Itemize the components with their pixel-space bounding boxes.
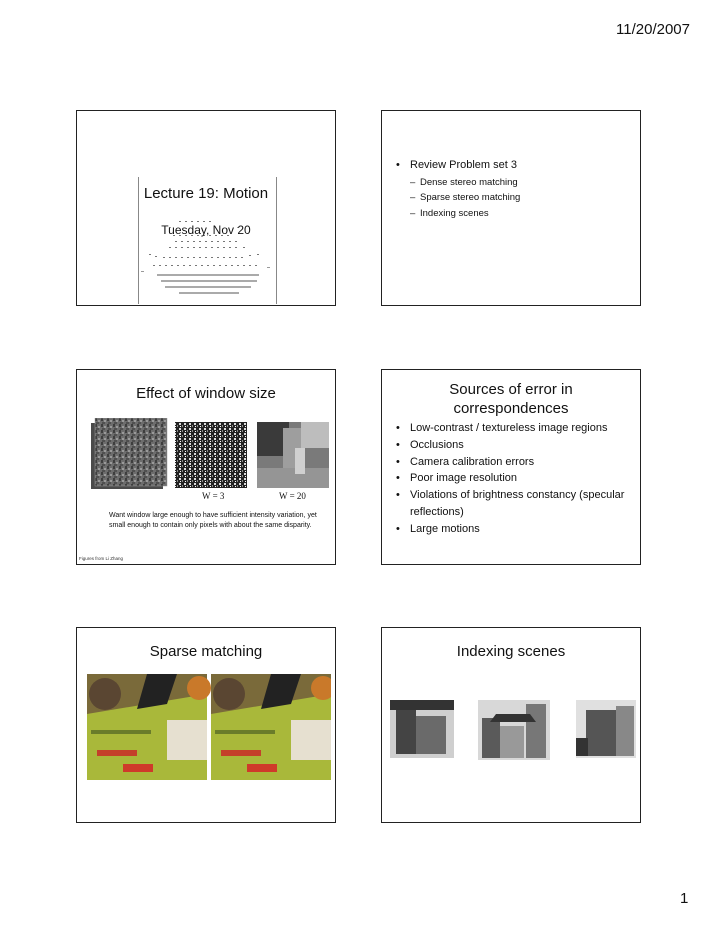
left-stereo-image <box>87 674 211 780</box>
agenda-sublist <box>410 175 632 222</box>
slide-sparse-matching <box>76 627 336 823</box>
page-number: 1 <box>680 890 689 907</box>
slide-agenda <box>381 110 641 306</box>
agenda-list <box>396 157 632 221</box>
disparity-w3-image <box>175 422 247 488</box>
figure-credit: Figures from Li Zhang <box>79 556 124 561</box>
slide-title-line1: Sources of error in <box>449 381 573 398</box>
slide-sources-of-error <box>381 369 641 565</box>
caption-w3: W = 3 <box>202 491 225 501</box>
slide-window-size <box>76 369 336 565</box>
right-stereo-image <box>211 674 331 780</box>
window-size-note: Want window large enough to have sufficient intensity variation, yet small enough to contain only pixels with about the same disparity. <box>109 512 317 529</box>
agenda-subitem: – Dense stereo matching <box>410 175 632 191</box>
original-image <box>95 418 167 486</box>
list-item: • Poor image resolution <box>396 470 636 487</box>
indexing-scenes-photos <box>390 698 636 762</box>
slide-lecture-title <box>76 110 336 306</box>
list-item: • Large motions <box>396 521 636 538</box>
scene-photo-middle <box>478 700 550 760</box>
list-item: • Violations of brightness constancy (specular reflections) <box>396 487 636 521</box>
agenda-item <box>396 157 632 221</box>
window-size-images <box>89 418 329 496</box>
list-item: • Occlusions <box>396 437 636 454</box>
lecture-title: Lecture 19: Motion <box>143 185 269 202</box>
slide-title: Indexing scenes <box>456 643 566 660</box>
agenda-item-label: Review Problem set 3 <box>410 159 517 171</box>
slide-title-line2: correspondences <box>453 400 569 417</box>
list-item: • Camera calibration errors <box>396 454 636 471</box>
scene-photo-right <box>576 700 636 758</box>
error-sources-list <box>396 420 636 538</box>
agenda-subitem: – Indexing scenes <box>410 206 632 222</box>
slide-title: Sparse matching <box>149 643 263 660</box>
lecture-date: Tuesday, Nov 20 <box>161 223 251 237</box>
disparity-w20-image <box>257 422 329 488</box>
sparse-matching-photos <box>87 674 331 780</box>
slide-title <box>382 380 640 418</box>
caption-w20: W = 20 <box>279 491 306 501</box>
agenda-subitem: – Sparse stereo matching <box>410 190 632 206</box>
page-date: 11/20/2007 <box>616 21 690 38</box>
slide-indexing-scenes <box>381 627 641 823</box>
scene-photo-left <box>390 700 454 758</box>
slide-title: Effect of window size <box>136 385 276 402</box>
list-item: • Low-contrast / textureless image regions <box>396 420 636 437</box>
